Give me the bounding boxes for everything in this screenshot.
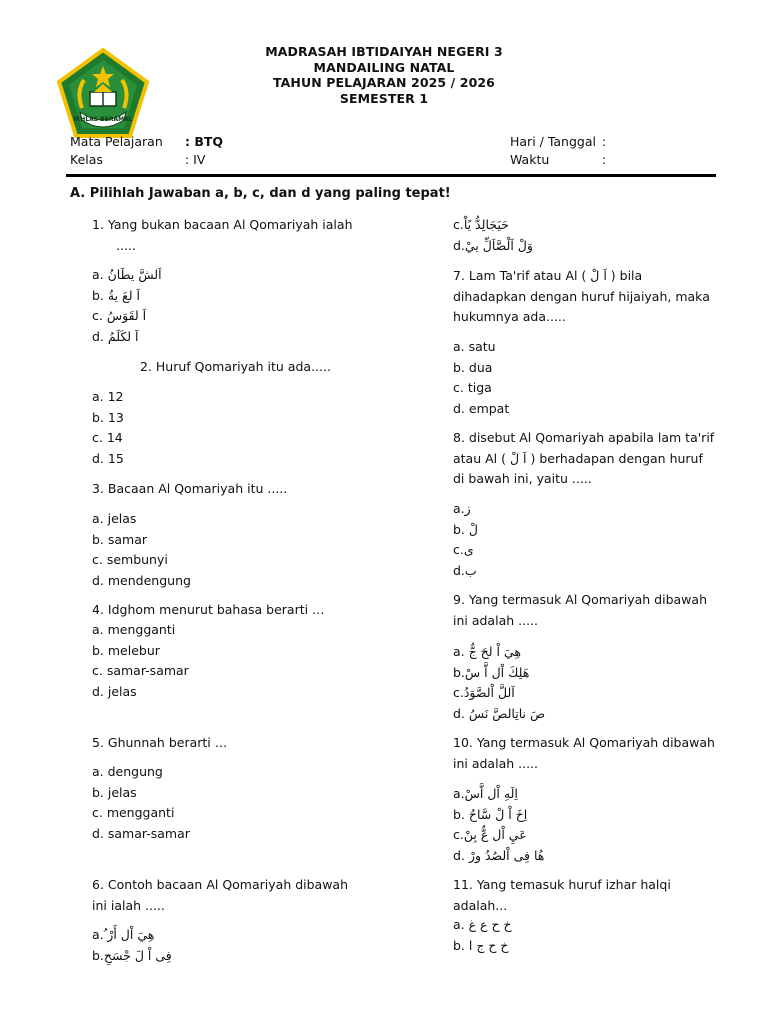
school-header xyxy=(200,44,568,106)
option: c.اَللَّ اْلصَّوَدُ xyxy=(453,685,515,700)
question-1-cont: ..... xyxy=(116,238,136,253)
option: c.حَيَجَالِدُّ يًاْ xyxy=(453,217,509,232)
question-11: 11. Yang temasuk huruf izhar halqi adalah... xyxy=(453,877,671,913)
question-2-options xyxy=(92,387,124,469)
question-7: 7. Lam Ta'rif atau Al ( اَ لْ ) bila dihadapkan dengan huruf hijaiyah, maka hukumnya ada..... xyxy=(453,268,710,324)
option: a.ز xyxy=(453,501,471,516)
time-label: Waktu xyxy=(510,152,550,167)
option: c. samar-samar xyxy=(92,663,189,678)
question-6: 6. Contoh bacaan Al Qomariyah dibawah ini ialah ..... xyxy=(92,877,349,913)
semester: SEMESTER 1 xyxy=(339,90,429,106)
option: a. اَلشَّ يطَانُ xyxy=(92,267,162,282)
option: b.فِى اْ لَ جْسَحِ xyxy=(92,947,172,963)
question-8: 8. disebut Al Qomariyah apabila lam ta'rif atau Al ( اَ لْ ) berhadapan dengan huruf di bawah ini, yaitu ..... xyxy=(453,430,715,486)
option: c. sembunyi xyxy=(92,552,168,567)
option: d. 15 xyxy=(92,450,124,466)
class-value: : IV xyxy=(185,152,206,167)
option: d. اَ لكَلَمُ xyxy=(92,328,139,344)
option: b. لْ xyxy=(453,521,478,537)
district-name: MANDAILING NATAL xyxy=(313,59,455,75)
section-title: A. Pilihlah Jawaban a, b, c, dan d yang paling tepat! xyxy=(70,186,451,201)
option: a.اِلَهِ اْل اَّسْ xyxy=(453,786,518,801)
question-4-options xyxy=(92,620,189,702)
option: b. jelas xyxy=(92,784,137,800)
option: b. dua xyxy=(453,359,493,375)
question-11-options xyxy=(453,915,512,956)
option: c. tiga xyxy=(453,380,492,395)
option: d. jelas xyxy=(92,683,137,699)
question-1: 1. Yang bukan bacaan Al Qomariyah ialah xyxy=(92,217,353,232)
option: d. empat xyxy=(453,400,510,416)
header-divider xyxy=(66,174,716,177)
class-label: Kelas xyxy=(70,152,103,167)
option: c. اَ لقَوَسُ xyxy=(92,308,147,323)
option: b. 13 xyxy=(92,409,124,425)
question-9-options xyxy=(453,642,545,724)
question-5-options xyxy=(92,762,190,844)
question-3-options xyxy=(92,509,191,591)
option: b. melebur xyxy=(92,642,160,658)
school-name: MADRASAH IBTIDAIYAH NEGERI 3 xyxy=(265,44,503,59)
option: a. 12 xyxy=(92,389,124,404)
time-value: : xyxy=(602,152,607,167)
option: a. dengung xyxy=(92,764,163,779)
option: d.وَلْ اَلْصَّاَلِّ ييْ xyxy=(453,237,533,253)
svg-text:IKHLAS BERAMAL: IKHLAS BERAMAL xyxy=(73,116,133,123)
date-value: : xyxy=(602,134,607,149)
academic-year: TAHUN PELAJARAN 2025 / 2026 xyxy=(273,75,495,90)
question-3: 3. Bacaan Al Qomariyah itu ..... xyxy=(92,481,288,496)
option: c.ى xyxy=(453,542,474,557)
question-8-options xyxy=(453,499,478,581)
option: d.ب xyxy=(453,562,477,578)
question-7-options xyxy=(453,337,509,419)
question-1-options xyxy=(92,265,162,347)
question-9: 9. Yang termasuk Al Qomariyah dibawah ini adalah ..... xyxy=(453,592,707,628)
option: d. صَ ناتِالصَّ نَسُ xyxy=(453,705,546,721)
kemenag-logo xyxy=(56,48,150,142)
option: b. اَ لعَ يةُ xyxy=(92,287,140,303)
option: d. mendengung xyxy=(92,572,191,588)
option: c. 14 xyxy=(92,430,123,445)
question-10-options xyxy=(453,784,544,866)
question-6-options xyxy=(92,925,172,966)
question-6-options-cont xyxy=(453,215,533,256)
question-4: 4. Idghom menurut bahasa berarti … xyxy=(92,602,325,617)
option: a. هِيَ اْ لحَ جٌّ xyxy=(453,644,521,659)
option: d. هُا فِى اْلصُدُ ورْ xyxy=(453,847,545,863)
option: a. satu xyxy=(453,339,496,354)
option: b. خ ح ج ا xyxy=(453,937,509,953)
question-10: 10. Yang termasuk Al Qomariyah dibawah ini adalah ..... xyxy=(453,735,715,771)
option: c. mengganti xyxy=(92,805,175,820)
option: a. jelas xyxy=(92,511,137,526)
date-label: Hari / Tanggal xyxy=(510,134,596,149)
option: b.هَلِكَ اْل اَّ سْ xyxy=(453,664,530,680)
option: b. samar xyxy=(92,531,148,547)
option: a. خ ح ع غ xyxy=(453,917,512,932)
subject-label: Mata Pelajaran xyxy=(70,134,163,149)
question-5: 5. Ghunnah berarti … xyxy=(92,735,228,750)
option: b. اِخَ اْ لْ سَّاحُ xyxy=(453,806,528,822)
option: a. mengganti xyxy=(92,622,176,637)
option: d. samar-samar xyxy=(92,825,190,841)
option: a.هِيَ اْل أَرْ ُ xyxy=(92,927,155,942)
question-2: 2. Huruf Qomariyah itu ada..... xyxy=(140,359,331,374)
subject-value: : BTQ xyxy=(185,134,224,149)
option: c.عَيِ اْل عٌّ بِنْ xyxy=(453,827,527,842)
